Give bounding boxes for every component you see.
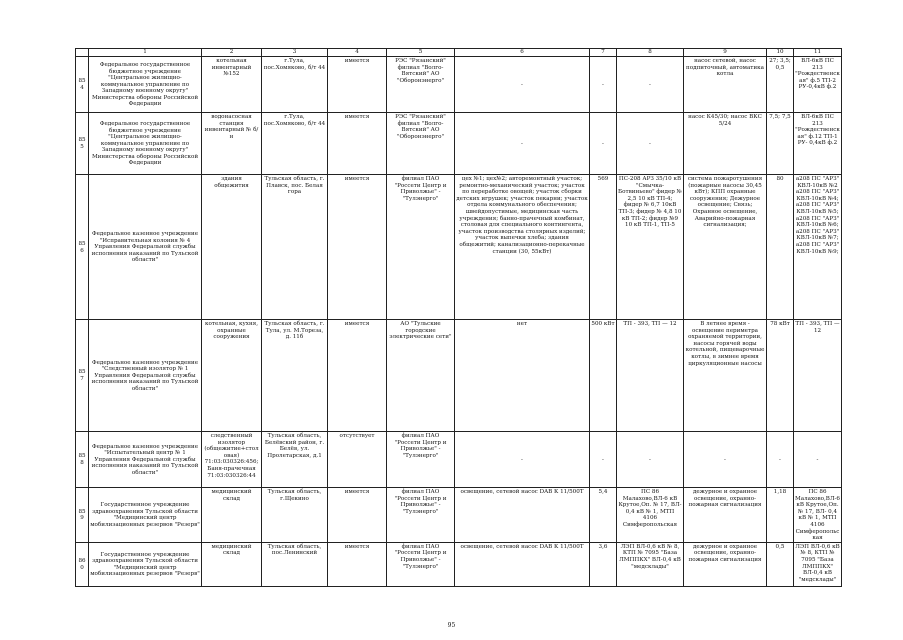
table-cell-col-8: -	[617, 113, 684, 175]
row-number: 857	[76, 320, 89, 432]
page-number: 95	[447, 622, 456, 629]
table-cell-col-1: Государственное учреждение здравоохранения Тульской области "Медицинский центр мобилизационных резервов "Резерв"	[89, 488, 202, 543]
table-cell-col-5: филиал ПАО "Россети Центр и Приволжье" - "Тулэнерго"	[387, 432, 455, 488]
table-cell-col-8: ТП - 393, ТП — 12	[617, 320, 684, 432]
header-cell: 9	[684, 49, 767, 57]
header-cell-blank	[76, 49, 89, 57]
table-cell-col-3: Тульская область, г. Тула, ул. М.Тореза, д. 11б	[262, 320, 328, 432]
table-cell-col-10: -	[767, 432, 794, 488]
table-cell-col-5: РЭС "Рязанский" филиал "Волго-Вятский" АО "Оборонэнерго"	[387, 57, 455, 113]
header-cell: 10	[767, 49, 794, 57]
table-cell-col-2: медицинский склад	[202, 488, 262, 543]
row-number: 858	[76, 432, 89, 488]
table-cell-col-10: 80	[767, 175, 794, 320]
table-cell-col-7: 500 кВт	[590, 320, 617, 432]
table-cell-col-10: 7,5; 7,5	[767, 113, 794, 175]
table-row	[76, 175, 842, 320]
table-cell-col-4: отсутствует	[328, 432, 387, 488]
table-cell-col-7: -	[590, 113, 617, 175]
table-cell-col-10: 0,5	[767, 542, 794, 586]
header-cell: 2	[202, 49, 262, 57]
table-cell-col-2: водонасосная станция инвентарный № б/н	[202, 113, 262, 175]
table-cell-col-11: а208 ПС "АРЗ" КВЛ-10кВ №2 а208 ПС "АРЗ" КВЛ-10кВ №4; а208 ПС "АРЗ" КВЛ-10кВ №5; а208 ПС "АРЗ" КВЛ-10кВ №6; а208 ПС "АРЗ" КВЛ-10кВ №7; а208 ПС "АРЗ" КВЛ-10кВ №9;	[794, 175, 842, 320]
table-cell-col-6: цех №1; цех№2; авторемонтный участок; ремонтно-механический участок; участок по переработке овощей; участок сборки детских игрушек; участок пекарни; участок отдела коммунального обеспечения; швейдопустимые, медицинская часть учреждения; банно-прачечный комбинат, столовая для специального контингента, участок производства столярных изделий; участок выпечки хлеба; здания общежитий; канализационно-перекачные станции (30, 55кВт)	[455, 175, 590, 320]
table-cell-col-6: -	[455, 432, 590, 488]
header-cell: 4	[328, 49, 387, 57]
table-cell-col-1: Федеральное казенное учреждение "Испытательный центр № 1 Управления Федеральной службы исполнения наказаний по Тульской области"	[89, 432, 202, 488]
table-cell-col-5: РЭС "Рязанский" филиал "Волго-Вятский" АО "Оборонэнерго"	[387, 113, 455, 175]
table-cell-col-9: дежурное и охранное освещение, охранно-пожарная сигнализация	[684, 488, 767, 543]
table-cell-col-4: имеется	[328, 488, 387, 543]
header-cell: 1	[89, 49, 202, 57]
table-cell-col-11: ЛЭП ВЛ-0,6 кВ № 8, КТП № 7095 "База ЛМППКХ" ВЛ-0,4 кВ "медсклады"	[794, 542, 842, 586]
table-cell-col-5: филиал ПАО "Россети Центр и Приволжье" - "Тулэнерго"	[387, 542, 455, 586]
header-cell: 5	[387, 49, 455, 57]
table-cell-col-9: -	[684, 432, 767, 488]
table-cell-col-11: ВЛ-6кВ ПС 213 "Рождественская" ф.12 ТП-1 РУ- 0,4кВ ф.2	[794, 113, 842, 175]
table-cell-col-8: ПС 86 Малахово,ВЛ-6 кВ Крутое,Оп. № 17, ВЛ- 0,4 кВ № 1, МТП 4106 Симферопольская	[617, 488, 684, 543]
table-cell-col-8: -	[617, 432, 684, 488]
table-cell-col-9: насос К45/30; насос ВКС 5/24	[684, 113, 767, 175]
table-cell-col-1: Федеральное государственное бюджетное учреждение "Центральное жилищно-коммунальное управление по Западному военному округу" Министерства обороны Российской Федерации	[89, 113, 202, 175]
row-number: 854	[76, 57, 89, 113]
table-cell-col-2: здания общежития	[202, 175, 262, 320]
table-cell-col-7: 5,4	[590, 488, 617, 543]
header-cell: 3	[262, 49, 328, 57]
table-cell-col-2: котельная, кухня, охранные сооружения	[202, 320, 262, 432]
column-number-row	[76, 49, 842, 57]
row-number: 855	[76, 113, 89, 175]
table-row	[76, 542, 842, 586]
table-cell-col-4: имеется	[328, 175, 387, 320]
table-cell-col-11: ВЛ-6кВ ПС 213 "Рождественская" ф.5 ТП-2 РУ-0,4кВ ф.2	[794, 57, 842, 113]
table-row	[76, 320, 842, 432]
table-body	[76, 49, 842, 587]
table-cell-col-2: следственный изолятор (общежитие+столовая) 71:03:030326:456; Баня-прачечная 71:03:030326:44	[202, 432, 262, 488]
table-row	[76, 488, 842, 543]
table-cell-col-7: 569	[590, 175, 617, 320]
table-cell-col-6: нет	[455, 320, 590, 432]
table-cell-col-11: ТП - 393, ТП — 12	[794, 320, 842, 432]
header-cell: 7	[590, 49, 617, 57]
table-cell-col-3: г.Тула, пос.Хомяково, б/т 44	[262, 57, 328, 113]
row-number: 859	[76, 488, 89, 543]
table-cell-col-3: Тульская область, Белёвский район, г. Белёв, ул. Пролетарская, д.1	[262, 432, 328, 488]
table-cell-col-5: АО "Тульские городские электрические сети"	[387, 320, 455, 432]
table-cell-col-3: Тульская область, г.Щекино	[262, 488, 328, 543]
table-cell-col-10: 78 кВт	[767, 320, 794, 432]
table-cell-col-6: -	[455, 57, 590, 113]
table-cell-col-1: Федеральное государственное бюджетное учреждение "Центральное жилищно-коммунальное управление по Западному военному округу" Министерства обороны Российской Федерации	[89, 57, 202, 113]
table-row	[76, 113, 842, 175]
table-cell-col-8: ЛЭП ВЛ-0,6 кВ № 8, КТП № 7095 "База ЛМППКХ" ВЛ-0,4 кВ "медсклады"	[617, 542, 684, 586]
table-cell-col-3: Тульская область, пос.Ленинский	[262, 542, 328, 586]
table-cell-col-4: имеется	[328, 113, 387, 175]
table-cell-col-4: имеется	[328, 320, 387, 432]
table-cell-col-4: имеется	[328, 57, 387, 113]
table-cell-col-6: -	[455, 113, 590, 175]
table-cell-col-4: имеется	[328, 542, 387, 586]
row-number: 856	[76, 175, 89, 320]
table-cell-col-1: Федеральное казенное учреждение "Исправительная колония № 4 Управления Федеральной службы исполнения наказаний по Тульской области"	[89, 175, 202, 320]
table-cell-col-9: В летнее время - освещение периметра охраняемой территории, насосы горячей воды котельной, пищеварочные котлы, в зимнее время циркуляционные насосы	[684, 320, 767, 432]
table-cell-col-1: Государственное учреждение здравоохранения Тульской области "Медицинский центр мобилизационных резервов "Резерв"	[89, 542, 202, 586]
data-table	[75, 48, 842, 587]
table-cell-col-7: -	[590, 57, 617, 113]
table-cell-col-8: -	[617, 57, 684, 113]
header-cell: 6	[455, 49, 590, 57]
row-number: 860	[76, 542, 89, 586]
table-cell-col-7: -	[590, 432, 617, 488]
table-cell-col-5: филиал ПАО "Россети Центр и Приволжье" - "Тулэнерго"	[387, 175, 455, 320]
table-cell-col-3: Тульская область, г. Плавск, пос. Белая гора	[262, 175, 328, 320]
table-cell-col-9: дежурное и охранное освещение, охранно-пожарная сигнализация	[684, 542, 767, 586]
header-cell: 11	[794, 49, 842, 57]
table-cell-col-8: ПС-208 АРЗ 35/10 кВ "Смычка-Ботвиньево" фидер № 2,5 10 кВ ТП-4; фидер № 6,7 10кВ ТП-3; фидер № 4,8 10 кВ ТП-2; фидер №9 10 кВ ТП-1, ТП-5	[617, 175, 684, 320]
table-cell-col-10: 1,18	[767, 488, 794, 543]
table-cell-col-5: филиал ПАО "Россети Центр и Приволжье" - "Тулэнерго"	[387, 488, 455, 543]
table-cell-col-9: система пожаротушения (пожарные насосы 30,45 кВт); КПП охранные сооружения; Дежурное освещение; Связь; Охранное освещение, Аварийно-пожарная сигнализация;	[684, 175, 767, 320]
table-row	[76, 432, 842, 488]
table-cell-col-3: г.Тула, пос.Хомяково, б/т 44	[262, 113, 328, 175]
header-cell: 8	[617, 49, 684, 57]
table-cell-col-2: медицинский склад	[202, 542, 262, 586]
table-cell-col-11: ПС 86 Малахово,ВЛ-6 кВ Крутое,Оп. № 17, ВЛ- 0,4 кВ № 1, МТП 4106 Симферопольская	[795, 489, 840, 542]
table-cell-col-1: Федеральное казенное учреждение "Следственный изолятор № 1 Управления Федеральной службы исполнения наказаний по Тульской области"	[89, 320, 202, 432]
table-cell-col-6: освещение, сетевой насос DAB К 11/500Т	[455, 488, 590, 543]
table-cell-col-11: -	[794, 432, 842, 488]
table-cell-col-6: освещение, сетевой насос DAB К 11/500Т	[455, 542, 590, 586]
table-cell-col-10: 27; 3,5; 0,5	[767, 57, 794, 113]
table-row	[76, 57, 842, 113]
table-cell-col-9: насос сетевой, насос подпиточный, автоматика котла	[684, 57, 767, 113]
table-cell-col-2: котельная инвентарный №152	[202, 57, 262, 113]
table-cell-col-7: 3,6	[590, 542, 617, 586]
